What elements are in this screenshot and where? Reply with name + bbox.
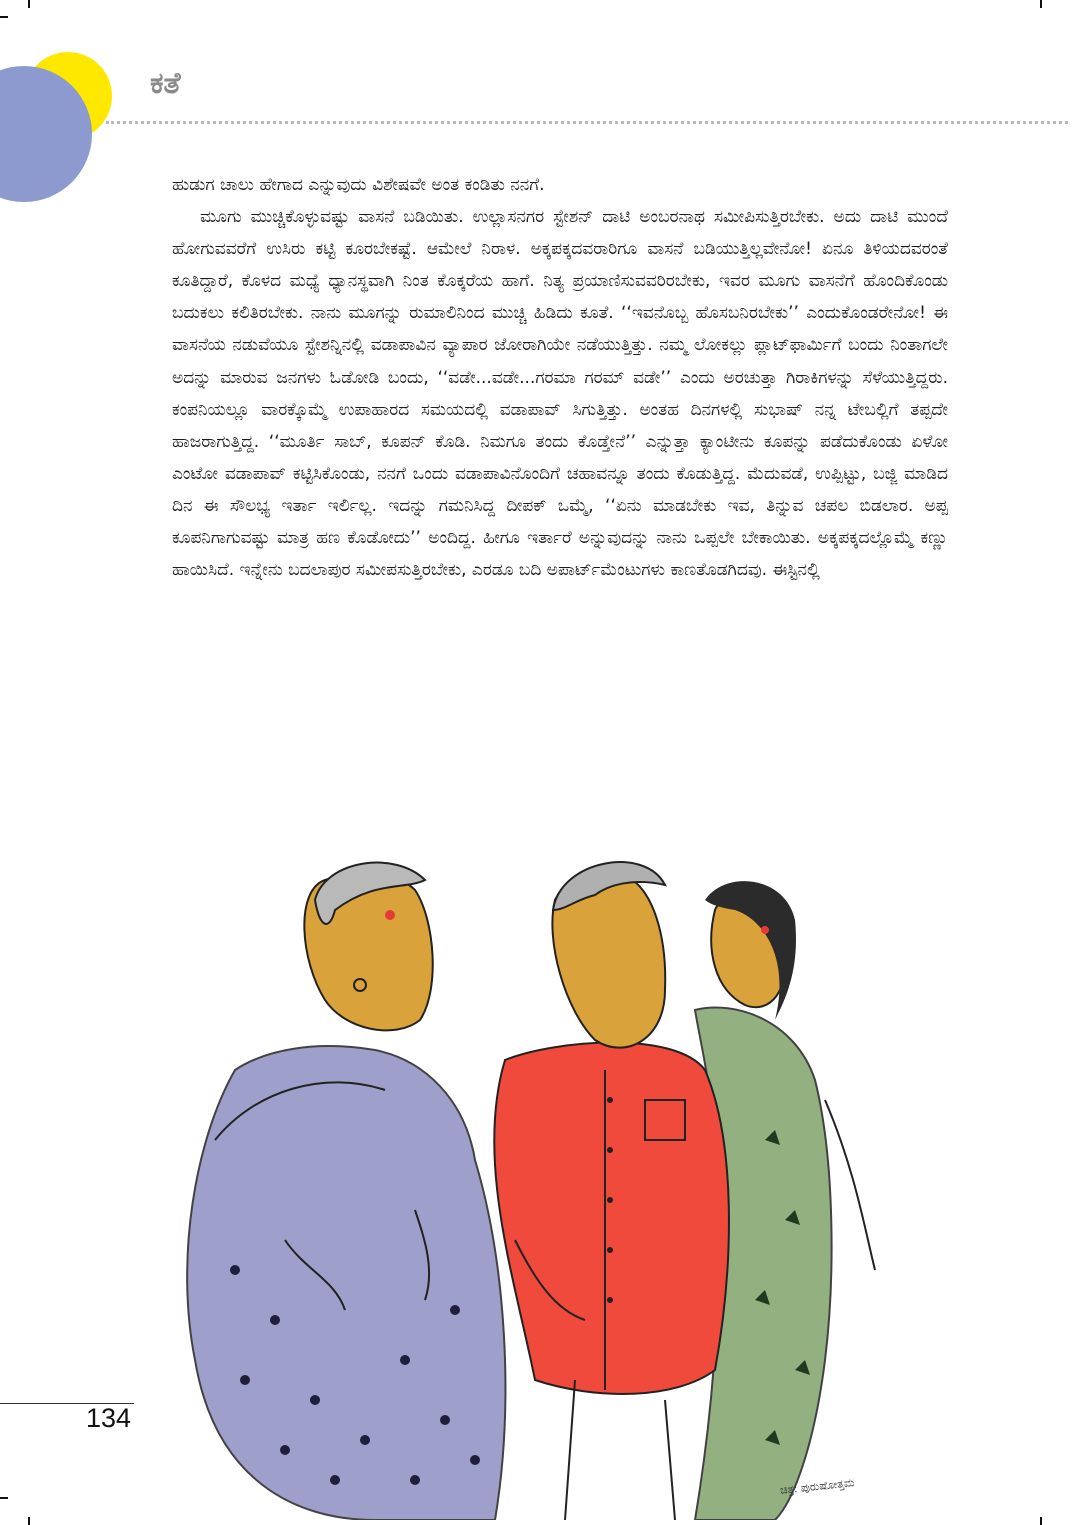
paragraph: ಮೂಗು ಮುಚ್ಚಿಕೊಳ್ಳುವಷ್ಟು ವಾಸನೆ ಬಡಿಯಿತು. ಉಲ್ಲಾಸನಗರ ಸ್ಟೇಶನ್ ದಾಟಿ ಅಂಬರನಾಥ ಸಮೀಪಿಸುತ್ತಿರಬೇಕು. ಅದು ದಾಟಿ ಮುಂದೆ ಹೋಗುವವರೆಗೆ ಉಸಿರು ಕಟ್ಟಿ ಕೂರಬೇಕಷ್ಟೆ. ಆಮೇಲೆ ನಿರಾಳ. ಅಕ್ಕಪಕ್ಕದವರಾರಿಗೂ ವಾಸನೆ ಬಡಿಯುತ್ತಿಲ್ಲವೇನೋ! ಏನೂ ತಿಳಿಯದವರಂತೆ ಕೂತಿದ್ದಾರೆ, ಕೊಳದ ಮಧ್ಯೆ ಧ್ಯಾನಸ್ಥವಾಗಿ ನಿಂತ ಕೊಕ್ಕರೆಯ ಹಾಗೆ. ನಿತ್ಯ ಪ್ರಯಾಣಿಸುವವರಿರಬೇಕು, ಇವರ ಮೂಗು ವಾಸನೆಗೆ ಹೊಂದಿಕೊಂಡು ಬದುಕಲು ಕಲಿತಿರಬೇಕು. ನಾನು ಮೂಗನ್ನು ರುಮಾಲಿನಿಂದ ಮುಚ್ಚಿ ಹಿಡಿದು ಕೂತೆ. ‘‘ಇವನೊಬ್ಬ ಹೊಸಬನಿರಬೇಕು’’ ಎಂದುಕೊಂಡರೇನೋ! ಈ ವಾಸನೆಯ ನಡುವೆಯೂ ಸ್ಟೇಶನ್ನಿನಲ್ಲಿ ವಡಾಪಾವಿನ ವ್ಯಾಪಾರ ಜೋರಾಗಿಯೇ ನಡೆಯುತ್ತಿತ್ತು. ನಮ್ಮ ಲೋಕಲ್ಲು ಪ್ಲಾಟ್‌ಫಾರ್ಮಿಗೆ ಬಂದು ನಿಂತಾಗಲೇ ಅದನ್ನು ಮಾರುವ ಜನಗಳು ಓಡೋಡಿ ಬಂದು, ‘‘ವಡೇ...ವಡೇ...ಗರಮಾ ಗರಮ್ ವಡೇ’’ ಎಂದು ಅರಚುತ್ತಾ ಗಿರಾಕಿಗಳನ್ನು ಸೆಳೆಯುತ್ತಿದ್ದರು. ಕಂಪನಿಯಲ್ಲೂ ವಾರಕ್ಕೊಮ್ಮೆ ಉಪಾಹಾರದ ಸಮಯದಲ್ಲಿ ವಡಾಪಾವ್ ಸಿಗುತ್ತಿತ್ತು. ಅಂತಹ ದಿನಗಳಲ್ಲಿ ಸುಭಾಷ್ ನನ್ನ ಟೇಬಲ್ಲಿಗೆ ತಪ್ಪದೇ ಹಾಜರಾಗುತ್ತಿದ್ದ. ‘‘ಮೂರ್ತಿ ಸಾಬ್, ಕೂಪನ್ ಕೊಡಿ. ನಿಮಗೂ ತಂದು ಕೊಡ್ತೇನೆ’’ ಎನ್ನುತ್ತಾ ಕ್ಯಾಂಟೀನು ಕೂಪನ್ನು ಪಡೆದುಕೊಂಡು ಏಳೋ ಎಂಟೋ ವಡಾಪಾವ್ ಕಟ್ಟಿಸಿಕೊಂಡು, ನನಗೆ ಒಂದು ವಡಾಪಾವಿನೊಂದಿಗೆ ಚಹಾವನ್ನೂ ತಂದು ಕೊಡುತ್ತಿದ್ದ. ಮೆದುವಡೆ, ಉಪ್ಪಿಟ್ಟು, ಬಜ್ಜಿ ಮಾಡಿದ ದಿನ ಈ ಸೌಲಭ್ಯ ಇರ್ತಾ ಇರ್ಲಿಲ್ಲ. ಇದನ್ನು ಗಮನಿಸಿದ್ದ ದೀಪಕ್ ಒಮ್ಮೆ, ‘‘ಏನು ಮಾಡಬೇಕು ಇವ, ತಿನ್ನುವ ಚಪಲ ಬಿಡಲಾರ. ಅಪ್ಪ ಕೂಪನಿಗಾಗುವಷ್ಟು ಮಾತ್ರ ಹಣ ಕೊಡೋದು’’ ಅಂದಿದ್ದ. ಹೀಗೂ ಇರ್ತಾರೆ ಅನ್ನುವುದನ್ನು ನಾನು ಒಪ್ಪಲೇ ಬೇಕಾಯಿತು. ಅಕ್ಕಪಕ್ಕದಲ್ಲೊಮ್ಮೆ ಕಣ್ಣು ಹಾಯಿಸಿದೆ. ಇನ್ನೇನು ಬದಲಾಪುರ ಸಮೀಪಸುತ್ತಿರಬೇಕು, ಎರಡೂ ಬದಿ ಅಪಾರ್ಟ್‌ಮೆಂಟುಗಳು ಕಾಣತೊಡಗಿದವು. ಈಸ್ಟಿನಲ್ಲಿ <box>172 207 948 581</box>
header-divider <box>106 121 1068 124</box>
woman-left-figure <box>187 863 505 1520</box>
man-figure <box>494 862 729 1520</box>
story-body <box>172 169 948 586</box>
crop-mark-left-bottom <box>0 1497 8 1499</box>
story-illustration <box>175 840 915 1520</box>
artist-signature: ಚಿತ್ರ: ಪುರುಷೋತ್ತಮ <box>779 1476 855 1497</box>
crop-mark-bottom-right <box>1040 1517 1042 1525</box>
section-title: ಕತೆ <box>150 66 181 101</box>
paragraph: ಹುಡುಗ ಚಾಲು ಹೇಗಾದ ಎನ್ನುವುದು ವಿಶೇಷವೇ ಅಂತ ಕಂಡಿತು ನನಗೆ. <box>172 175 545 195</box>
header-decoration <box>0 0 140 220</box>
crop-mark-bottom-left <box>28 1517 30 1525</box>
page-number: 134 <box>86 1403 132 1433</box>
crop-mark-top-right <box>1040 0 1042 8</box>
